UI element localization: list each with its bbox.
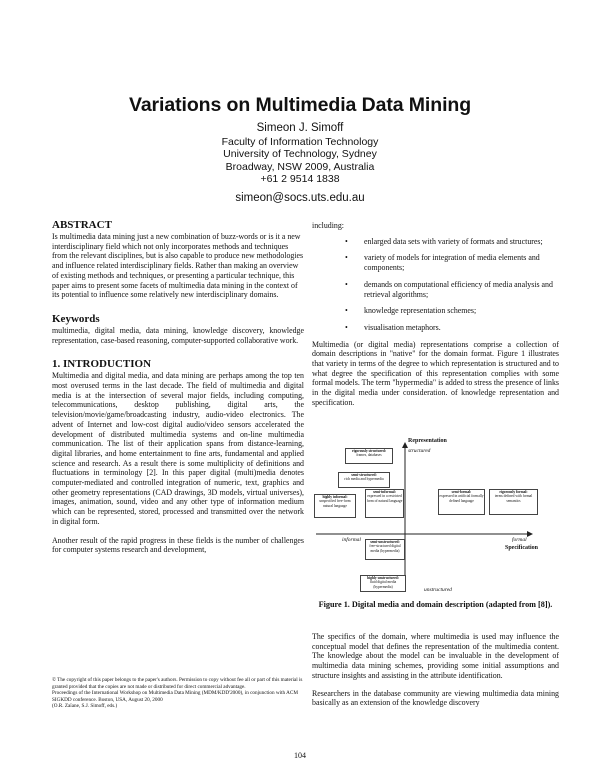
figure-box: semi-informal: expressed in a restricted form of natural language: [365, 489, 404, 518]
abstract-text: Is multimedia data mining just a new combination of buzz-words or is it a new interdisciplinary field which not only incorporates methods and techniques from the relevant disciplines, but is also capable to produce new methodologies and influence related interdisciplinary fields. Rather than making an overview of existing methods and techniques, or presenting a particular technique, this paper aims to present some facets of multimedia data mining in the context of its potential to influence some relatively new interdisciplinary domains.: [52, 232, 304, 300]
axis-label-formal: formal: [512, 537, 527, 543]
figure-box: rigorously structured: frames, databases: [345, 448, 393, 464]
body-paragraph: The specifics of the domain, where multimedia is used may influence the conceptual model that defines the representation of the multimedia content. The knowledge about the model can be invaluable in the development of multimedia data mining schemes, providing some initial assumptions and structure insights and assisting in the attribute identification.: [312, 632, 559, 680]
axis-label-unstructured: unstructured: [424, 587, 452, 593]
author-email: simeon@socs.uts.edu.au: [235, 191, 365, 204]
introduction-heading: 1. INTRODUCTION: [52, 358, 152, 371]
figure-box: highly informal: unspecified free-form natural language: [314, 494, 356, 518]
bullet-icon: •: [345, 253, 348, 263]
axis-label-structured: structured: [408, 448, 431, 454]
challenge-list: [312, 237, 559, 333]
copyright-line: Proceedings of the International Workshop on Multimedia Data Mining (MDM/KDD'2000), in conjunction with ACM SIGKDD conference. Boston, USA, August 20, 2000: [52, 690, 298, 703]
affiliation-line: University of Technology, Sydney: [223, 148, 377, 161]
figure-box: semi-structured: rich media and hypermedia: [338, 472, 390, 488]
abstract-heading: ABSTRACT: [52, 219, 112, 231]
list-item: • demands on computational efficiency of media analysis and retrieval algorithms;: [345, 279, 553, 299]
left-column: [52, 219, 304, 555]
figure-1: [312, 437, 559, 592]
bullet-icon: •: [345, 306, 348, 316]
figure-caption: Figure 1. Digital media and domain description (adapted from [8]).: [318, 600, 553, 609]
body-paragraph: Multimedia (or digital media) representations comprise a collection of domain descriptions in "native" for the domain format. Figure 1 illustrates that variety in terms of the degree to which representation is structured and to what degree the specification of this representation complies with some formal models. The term "hypermedia" is added to stress the presence of links in the digital media under consideration. of knowledge representation and specification.: [312, 339, 559, 407]
author-name: Simeon J. Simoff: [256, 122, 344, 134]
list-item: • visualisation metaphors.: [345, 322, 441, 332]
list-item: • knowledge representation schemes;: [345, 306, 477, 316]
bullet-icon: •: [345, 279, 348, 289]
axis-label-representation: Representation: [408, 438, 447, 444]
keywords-text: multimedia, digital media, data mining, knowledge discovery, knowledge representation, case-based reasoning, computer-supported collaborative work.: [52, 325, 304, 345]
right-column-continued: [312, 632, 559, 708]
list-item: • variety of models for integration of media elements and components;: [345, 253, 540, 273]
copyright-line: (O.R. Zaïane, S.J. Simoff, eds.): [52, 703, 118, 709]
including-text: including:: [312, 221, 344, 230]
axis-label-informal: informal: [342, 537, 361, 543]
bullet-icon: •: [345, 322, 348, 332]
figure-box: highly unstructured: fluid digital media (hypermedia): [360, 575, 406, 592]
figure-box: semi-formal: expressed in artificial formally defined language: [438, 489, 485, 515]
body-paragraph: Researchers in the database community are viewing multimedia data mining basically as an extension of the knowledge discovery: [312, 688, 559, 708]
bullet-icon: •: [345, 236, 348, 246]
affiliation-line: Faculty of Information Technology: [221, 135, 379, 148]
affiliation-line: +61 2 9514 1838: [260, 173, 340, 186]
author-block: [0, 122, 600, 205]
introduction-paragraph: Multimedia and digital media, and data mining are perhaps among the top ten most overused terms in the last decade. The field of multimedia and digital media is at the intersection of several major fields, including computing, telecommunications, desktop publishing, digital arts, the television/movie/game/broadcasting industry, audio-video electronics. The advent of Internet and low-cost digital audio/video sensors accelerated the development of distributed multimedia systems and on-line multimedia communication. The list of their application spans from distance-learning, digital libraries, and home entertainment to fine arts, fundamental and applied science and research. As a result there is some multiplicity of definitions and fluctuations in terminology [2]. In this paper digital (multi)media denotes computer-mediated and controlled integration of numeric, text, graphics and other geometry representations (CAD drawings, 3D models, virtual universes), images, animation, sound, video and any other type of information medium which can be represented, stored, processed and transmitted over the network in digital form.: [52, 371, 304, 526]
copyright-notice: [52, 677, 306, 710]
introduction-paragraph: Another result of the rapid progress in these fields is the number of challenges for computer systems research and development,: [52, 535, 304, 555]
keywords-heading: Keywords: [52, 312, 100, 325]
right-column: [312, 221, 559, 408]
axis-label-specification: Specification: [505, 545, 538, 551]
figure-box: semi-unstructured: free-structured digital media (hypermedia): [365, 539, 405, 560]
figure-box: rigorously formal: terms defined with formal semantics: [489, 489, 538, 515]
copyright-line: © The copyright of this paper belongs to the paper's authors. Permission to copy without fee all or part of this material is granted provided that the copies are not made or distributed for direct commercial advantage.: [52, 677, 303, 690]
affiliation-line: Broadway, NSW 2009, Australia: [225, 160, 375, 173]
paper-title: Variations on Multimedia Data Mining: [128, 94, 472, 116]
list-item: • enlarged data sets with variety of formats and structures;: [345, 236, 543, 246]
page-number: 104: [294, 751, 306, 760]
